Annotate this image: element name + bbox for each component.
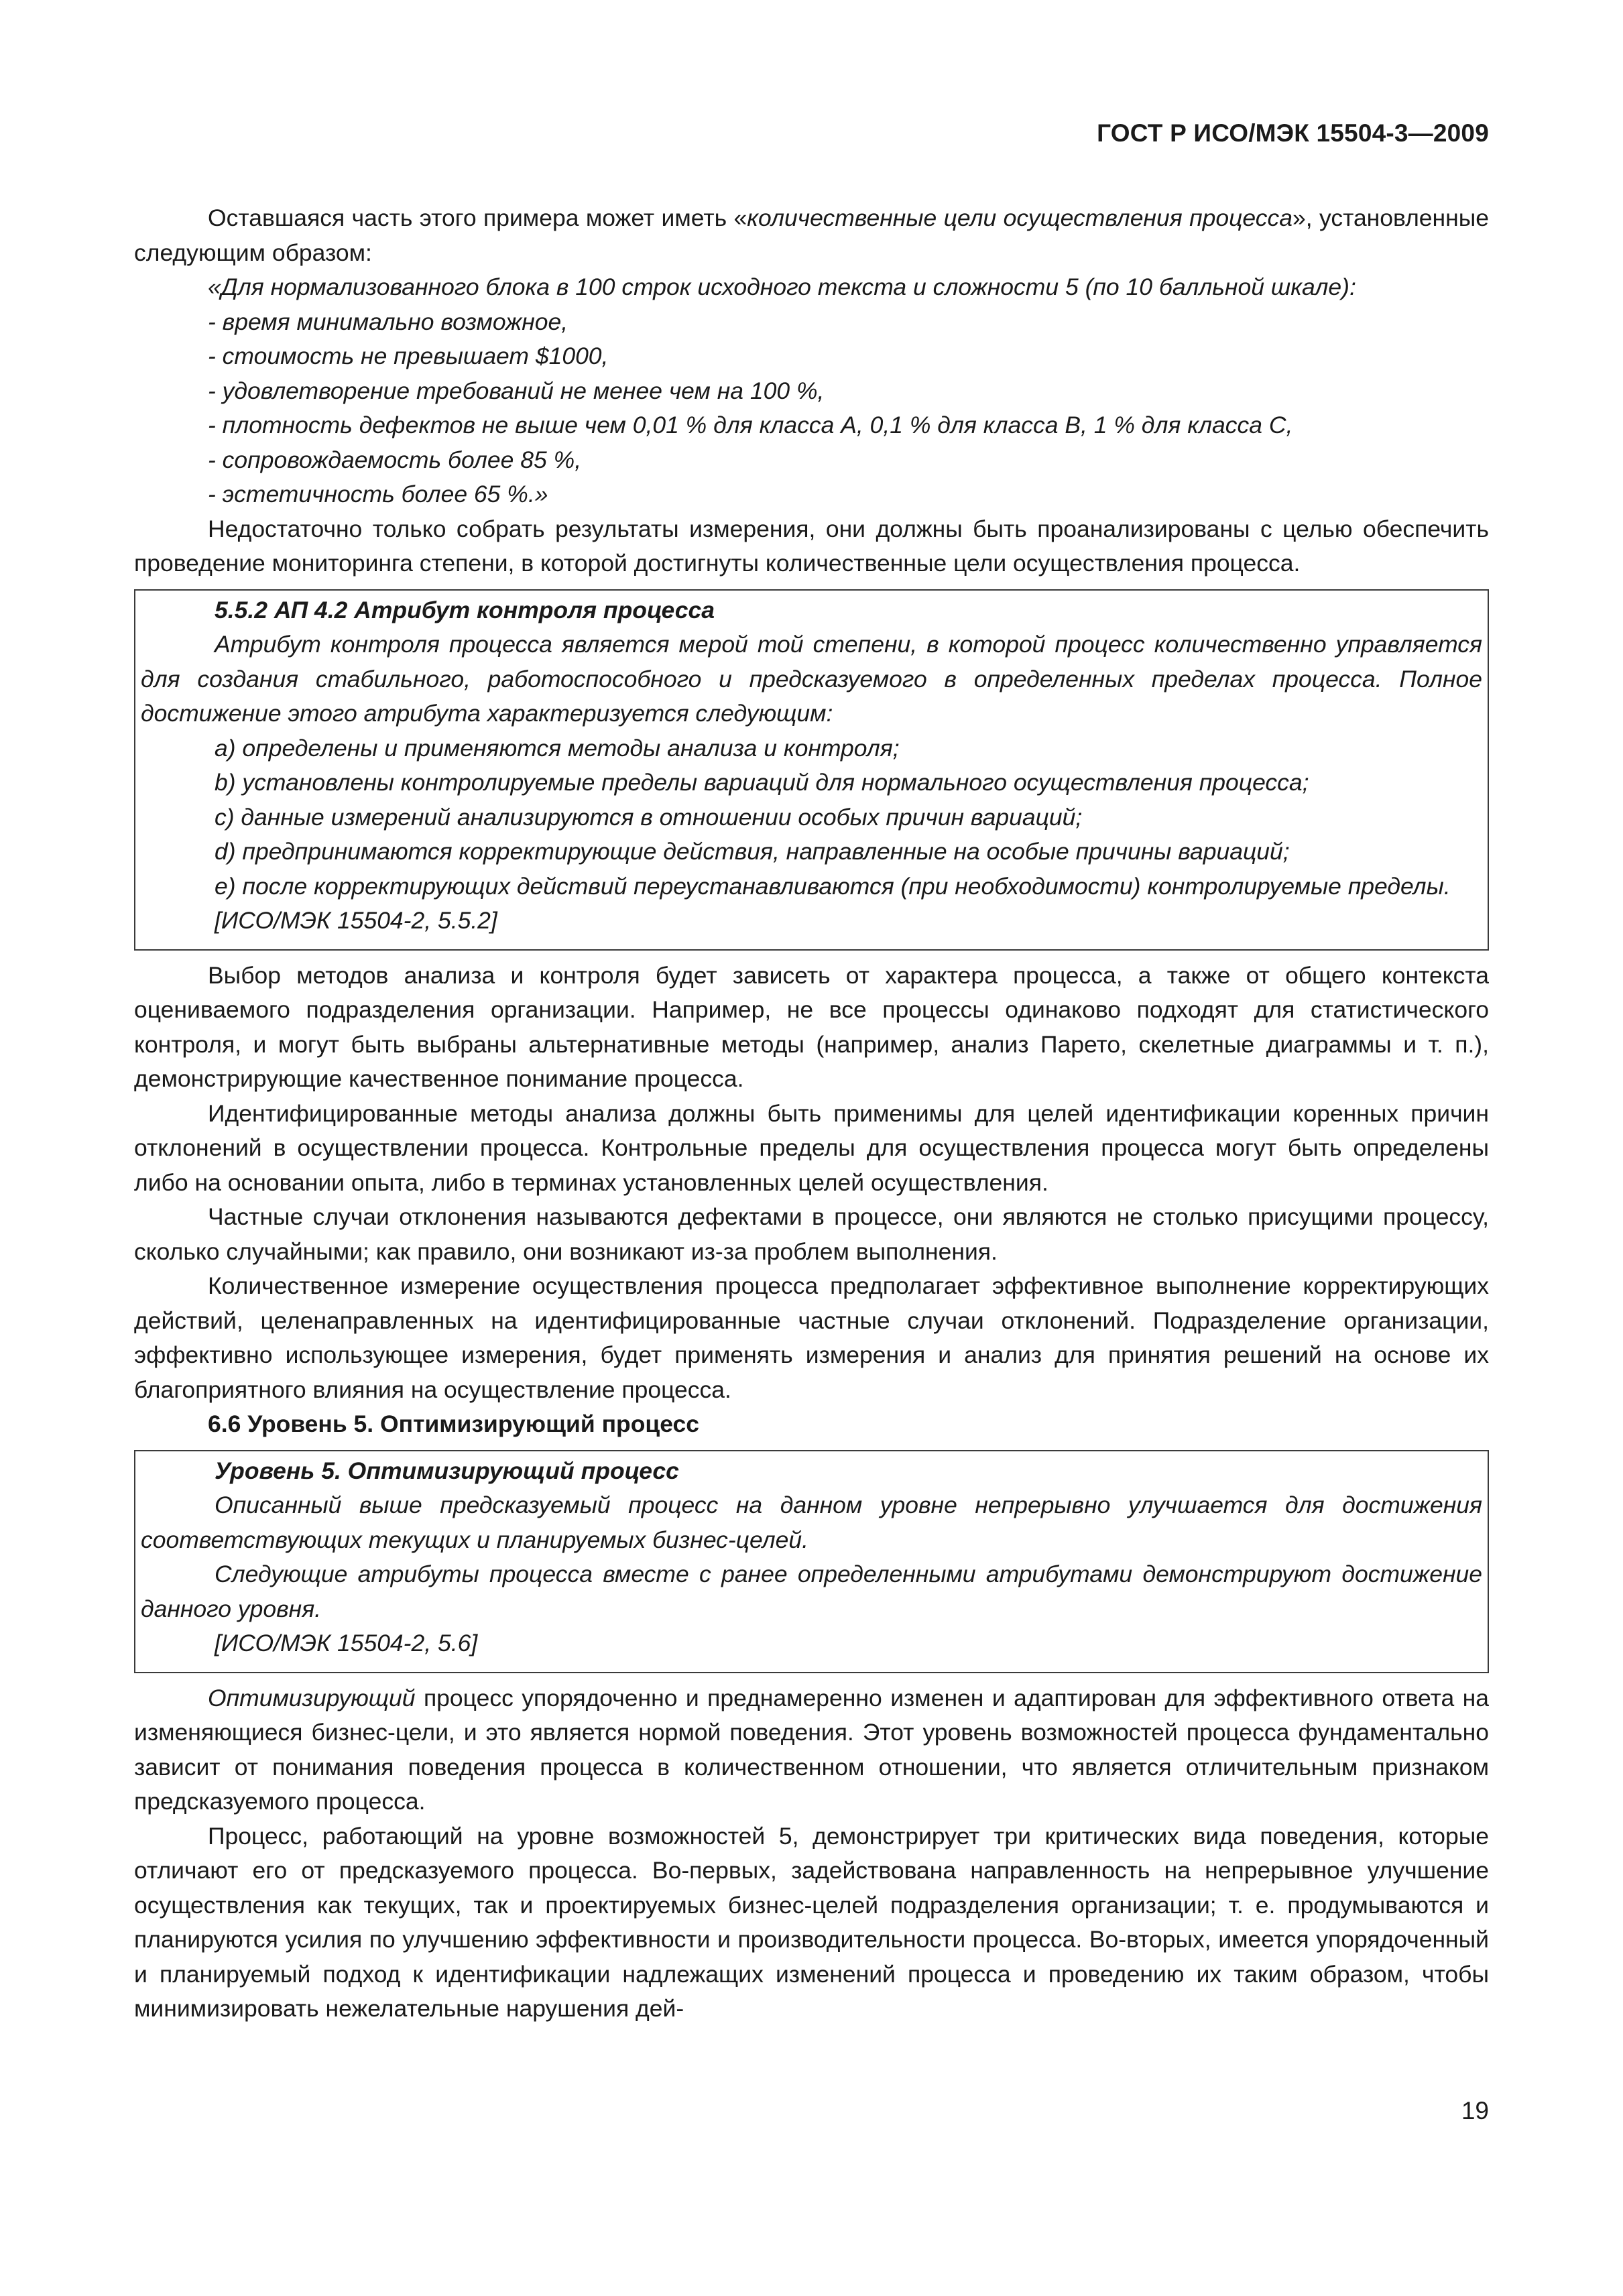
paragraph: Оптимизирующий процесс упорядоченно и преднамеренно изменен и адаптирован для эффективного ответа на изменяющиеся бизнес-цели, и это является нормой поведения. Этот уровень возможностей процесса фундаментально зависит от понимания поведения процесса в количественном отношении, что является отличительным признаком предсказуемого процесса.: [134, 1684, 1489, 1815]
quote-item: - время минимально возможное,: [208, 308, 568, 335]
paragraph: Количественное измерение осуществления процесса предполагает эффективное выполнение корректирующих действий, целенаправленных на идентифицированные частные случаи отклонений. Подразделение организации, эффективно использующее измерения, будет применять измерения и анализ для принятия решений на основе их благоприятного влияния на осуществление процесса.: [134, 1272, 1489, 1403]
quote-item: - эстетичность более 65 %.»: [208, 481, 548, 507]
standard-quote-box: [134, 1450, 1489, 1673]
box-reference: [ИСО/МЭК 15504-2, 5.5.2]: [215, 907, 497, 934]
box-list-item: e) после корректирующих действий переустанавливаются (при необходимости) контролируемые пределы.: [215, 872, 1451, 900]
paragraph: Процесс, работающий на уровне возможностей 5, демонстрирует три критических вида поведения, которые отличают его от предсказуемого процесса. Во-первых, задействована направленность на непрерывное улучшение осуществления как текущих, так и проектируемых бизнес-целей подразделения организации; т. е. продумываются и планируются усилия по улучшению эффективности и производительности процесса. Во-вторых, имеется упорядоченный и планируемый подход к идентификации надлежащих изменений процесса и проведению их таким образом, чтобы минимизировать нежелательные нарушения дей-: [134, 1822, 1489, 2022]
box-list-item: a) определены и применяются методы анализа и контроля;: [215, 734, 900, 762]
box-title: 5.5.2 АП 4.2 Атрибут контроля процесса: [215, 596, 715, 623]
quote-item: - удовлетворение требований не менее чем на 100 %,: [208, 377, 825, 404]
quote-item: - стоимость не превышает $1000,: [208, 343, 609, 369]
box-list-item: c) данные измерений анализируются в отношении особых причин вариаций;: [215, 803, 1083, 831]
paragraph: Оставшаяся часть этого примера может иметь «количественные цели осуществления процесса», установленные следующим образом:: [134, 204, 1490, 266]
page-number: 19: [1461, 2097, 1489, 2124]
box-list-item: b) установлены контролируемые пределы вариаций для нормального осуществления процесса;: [215, 769, 1309, 796]
box-paragraph: Следующие атрибуты процесса вместе с ранее определенными атрибутами демонстрируют достижение данного уровня.: [141, 1561, 1482, 1622]
paragraph: Идентифицированные методы анализа должны быть применимы для целей идентификации коренных причин отклонений в осуществлении процесса. Контрольные пределы для осуществления процесса могут быть определены либо на основании опыта, либо в терминах установленных целей осуществления.: [134, 1099, 1489, 1196]
box-list-item: d) предпринимаются корректирующие действия, направленные на особые причины вариаций;: [215, 838, 1290, 865]
document-header: ГОСТ Р ИСО/МЭК 15504-3—2009: [1097, 119, 1489, 147]
section-heading: 6.6 Уровень 5. Оптимизирующий процесс: [208, 1410, 699, 1437]
paragraph: Выбор методов анализа и контроля будет зависеть от характера процесса, а также от общего контекста оцениваемого подразделения организации. Например, не все процессы одинаково подходят для статистического контроля, и могут быть выбраны альтернативные методы (например, анализ Парето, скелетные диаграммы и т. п.), демонстрирующие качественное понимание процесса.: [134, 961, 1489, 1092]
paragraph: Частные случаи отклонения называются дефектами в процессе, они являются не столько присущими процессу, сколько случайными; как правило, они возникают из-за проблем выполнения.: [134, 1203, 1489, 1265]
paragraph: Недостаточно только собрать результаты измерения, они должны быть проанализированы с целью обеспечить проведение мониторинга степени, в которой достигнуты количественные цели осуществления процесса.: [134, 515, 1489, 577]
box-description: Атрибут контроля процесса является мерой той степени, в которой процесс количественно управляется для создания стабильного, работоспособного и предсказуемого в определенных пределах процесса. Полное достижение этого атрибута характеризуется следующим:: [141, 631, 1482, 727]
quote-item: - плотность дефектов не выше чем 0,01 % для класса А, 0,1 % для класса В, 1 % для класса С,: [208, 412, 1293, 438]
box-paragraph: Описанный выше предсказуемый процесс на данном уровне непрерывно улучшается для достижения соответствующих текущих и планируемых бизнес-целей.: [141, 1492, 1482, 1553]
quote-item: - сопровождаемость более 85 %,: [208, 446, 582, 473]
page-content: [134, 201, 1489, 2027]
quote-intro: «Для нормализованного блока в 100 строк исходного текста и сложности 5 (по 10 балльной шкале):: [208, 274, 1356, 300]
standard-quote-box: [134, 589, 1489, 951]
box-reference: [ИСО/МЭК 15504-2, 5.6]: [215, 1630, 478, 1656]
box-title: Уровень 5. Оптимизирующий процесс: [215, 1457, 679, 1484]
